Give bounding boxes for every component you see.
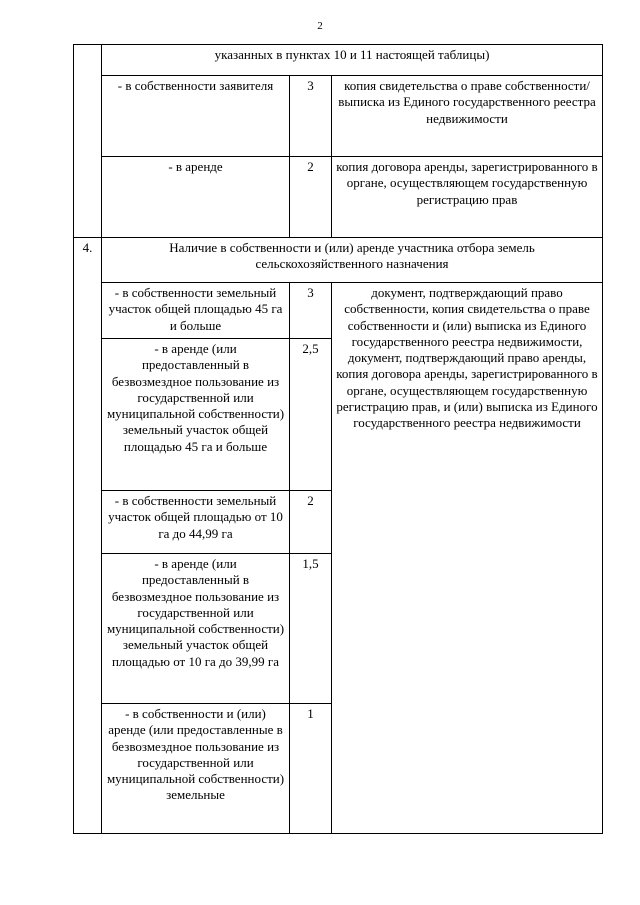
score-cell: 2 [290, 491, 332, 554]
score-cell: 2 [290, 157, 332, 238]
criterion-cell: - в собственности заявителя [102, 76, 290, 157]
section-number: 4. [74, 238, 102, 834]
table-row [74, 283, 603, 339]
criteria-table [73, 44, 603, 834]
document-cell: копия свидетельства о праве собственности/выписка из Единого государственного реестра недвижимости [332, 76, 603, 157]
continuation-row [74, 45, 603, 76]
score-cell: 3 [290, 76, 332, 157]
page-number: 2 [317, 20, 323, 32]
criterion-cell: - в аренде (или предоставленный в безвозмездное пользование из государственной или муниципальной собственности) земельный участок общей площадью от 10 га до 39,99 га [102, 554, 290, 704]
criterion-cell: - в аренде (или предоставленный в безвозмездное пользование из государственной или муниципальной собственности) земельный участок общей площадью 45 га и больше [102, 339, 290, 491]
criterion-cell: - в собственности и (или) аренде (или предоставленные в безвозмездное пользование из государственной или муниципальной собственности) земельные [102, 704, 290, 834]
continuation-header: указанных в пунктах 10 и 11 настоящей таблицы) [102, 45, 603, 76]
table-row [74, 76, 603, 157]
lease-document-text: документ, подтверждающий право аренды, копия договора аренды, зарегистрированного в органе, осуществляющем государственную регистрацию прав, и (или) выписка из Единого государственного реестра недвижимости [336, 350, 598, 431]
number-cell-empty [74, 45, 102, 238]
section-title: Наличие в собственности и (или) аренде участника отбора земель сельскохозяйственного назначения [102, 238, 603, 283]
ownership-document-text: документ, подтверждающий право собственности, копия свидетельства о праве собственности и (или) выписка из Единого государственного реестра недвижимости, [344, 285, 590, 349]
document-cell [332, 283, 603, 834]
table-row [74, 157, 603, 238]
score-cell: 1,5 [290, 554, 332, 704]
section-header-row [74, 238, 603, 283]
criterion-cell: - в собственности земельный участок общей площадью от 10 га до 44,99 га [102, 491, 290, 554]
document-cell: копия договора аренды, зарегистрированного в органе, осуществляющем государственную регистрацию прав [332, 157, 603, 238]
score-cell: 3 [290, 283, 332, 339]
score-cell: 2,5 [290, 339, 332, 491]
score-cell: 1 [290, 704, 332, 834]
criterion-cell: - в собственности земельный участок общей площадью 45 га и больше [102, 283, 290, 339]
criterion-cell: - в аренде [102, 157, 290, 238]
